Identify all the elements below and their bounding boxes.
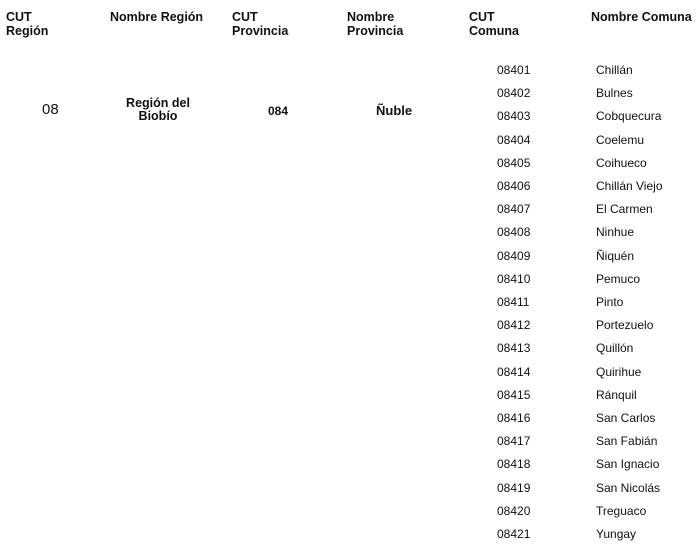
provincia-cut: 084 — [268, 104, 289, 118]
header-nombre-provincia: Nombre Provincia — [347, 10, 404, 38]
comuna-cut: 08410 — [497, 272, 531, 286]
header-cut-comuna: CUT Comuna — [469, 10, 519, 38]
comuna-cut: 08418 — [497, 457, 531, 471]
comuna-cut: 08411 — [497, 295, 530, 309]
comuna-cut: 08407 — [497, 202, 531, 216]
comuna-nombre: Coihueco — [596, 156, 647, 170]
comuna-cut: 08416 — [497, 411, 531, 425]
comuna-cut: 08415 — [497, 388, 531, 402]
comuna-nombre: Pinto — [596, 295, 624, 309]
comuna-cut: 08420 — [497, 504, 531, 518]
comuna-nombre: Cobquecura — [596, 109, 662, 123]
comuna-cut: 08408 — [497, 225, 531, 239]
comuna-cut: 08404 — [497, 133, 531, 147]
comuna-nombre: Yungay — [596, 527, 637, 541]
comuna-nombre: Quillón — [596, 341, 634, 355]
comuna-cut: 08417 — [497, 434, 531, 448]
comuna-nombre: Chillán — [596, 63, 633, 77]
comuna-nombre: Ninhue — [596, 225, 635, 239]
comuna-nombre: San Ignacio — [596, 457, 660, 471]
comuna-nombre: Portezuelo — [596, 318, 654, 332]
header-cut-region: CUT Región — [6, 10, 49, 38]
comuna-nombre: San Nicolás — [596, 481, 661, 495]
comuna-nombre: Quirihue — [596, 365, 642, 379]
header-nombre-comuna: Nombre Comuna — [591, 10, 692, 24]
comuna-nombre: Bulnes — [596, 86, 633, 100]
comuna-nombre: Pemuco — [596, 272, 641, 286]
comuna-nombre: Coelemu — [596, 133, 645, 147]
region-nombre: Región del Biobío — [126, 96, 190, 123]
comuna-cut: 08403 — [497, 109, 531, 123]
comuna-nombre: Chillán Viejo — [596, 179, 663, 193]
comuna-cut: 08419 — [497, 481, 531, 495]
provincia-nombre: Ñuble — [376, 103, 413, 118]
header-nombre-region: Nombre Región — [110, 10, 204, 24]
comuna-nombre: San Carlos — [596, 411, 656, 425]
comuna-cut: 08401 — [497, 63, 531, 77]
comuna-cut: 08414 — [497, 365, 531, 379]
comuna-cut: 08402 — [497, 86, 531, 100]
comuna-cut: 08405 — [497, 156, 531, 170]
header-cut-provincia: CUT Provincia — [232, 10, 289, 38]
region-cut: 08 — [42, 101, 59, 118]
comuna-cut: 08406 — [497, 179, 531, 193]
comuna-cut: 08412 — [497, 318, 531, 332]
comuna-nombre: El Carmen — [596, 202, 653, 216]
comuna-nombre: Treguaco — [596, 504, 647, 518]
comuna-nombre: Ránquil — [596, 388, 637, 402]
comuna-cut: 08421 — [497, 527, 531, 541]
comuna-cut: 08409 — [497, 249, 531, 263]
comuna-cut: 08413 — [497, 341, 531, 355]
comuna-nombre: San Fabián — [596, 434, 658, 448]
comuna-nombre: Ñiquén — [596, 249, 635, 263]
